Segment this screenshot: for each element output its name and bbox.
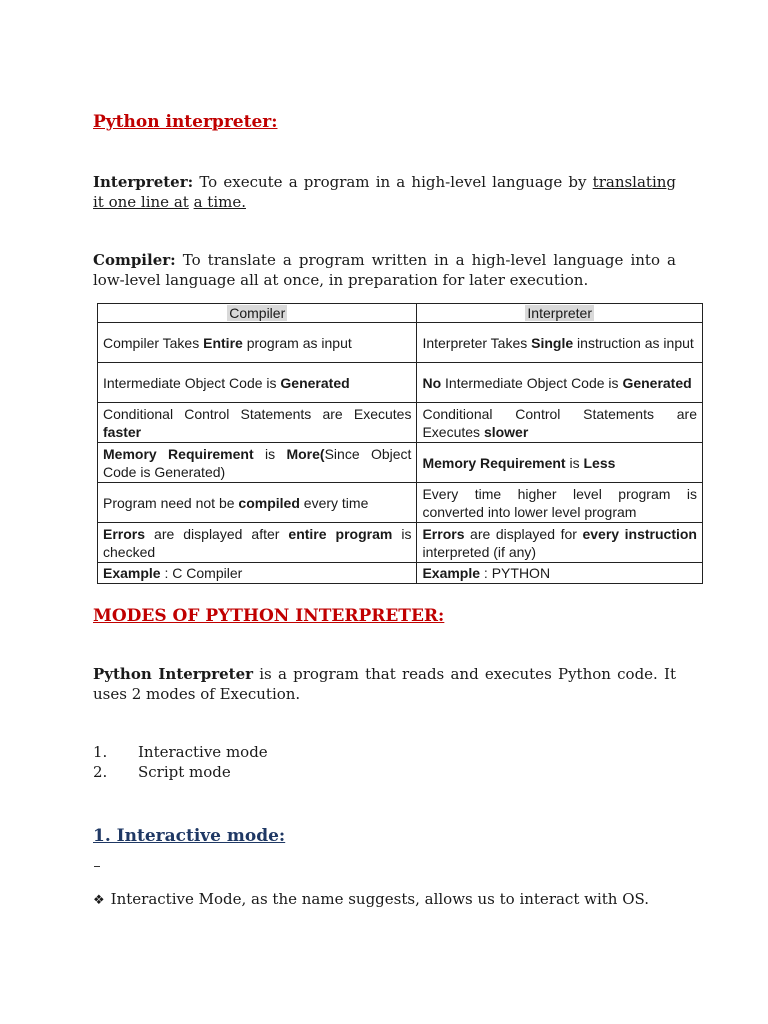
compiler-cell: Errors are displayed after entire program is checked (98, 523, 417, 563)
header-interpreter: Interpreter (417, 304, 703, 323)
compiler-definition (93, 250, 676, 290)
bullet-text: Interactive Mode, as the name suggests, allows us to interact with OS. (110, 890, 650, 908)
compiler-cell: Compiler Takes Entire program as input (98, 323, 417, 363)
table-row (98, 483, 703, 523)
bullet-item (93, 889, 649, 911)
interpreter-cell: Memory Requirement is Less (417, 443, 703, 483)
compiler-term: Compiler: (93, 251, 176, 269)
interpreter-text: To execute a program in a high-level language by (199, 173, 587, 191)
compiler-cell: Example : C Compiler (98, 563, 417, 584)
interpreter-term: Interpreter: (93, 173, 194, 191)
heading-modes: MODES OF PYTHON INTERPRETER: (93, 606, 445, 626)
modes-intro-text-1: is a program that reads and executes Python code. It (253, 665, 676, 683)
modes-intro (93, 664, 676, 704)
interpreter-cell: Conditional Control Statements are Executes slower (417, 403, 703, 443)
list-item-label: Interactive mode (138, 743, 268, 761)
underlined-one-line-at: it one line at (93, 193, 189, 211)
underlined-a-time: a time. (193, 193, 246, 211)
interpreter-definition (93, 172, 676, 212)
table-row (98, 443, 703, 483)
list-item-label: Script mode (138, 763, 231, 781)
interpreter-cell: No Intermediate Object Code is Generated (417, 363, 703, 403)
list-item: 2. Script mode (93, 763, 231, 781)
interpreter-cell: Errors are displayed for every instruction interpreted (if any) (417, 523, 703, 563)
interpreter-cell: Example : PYTHON (417, 563, 703, 584)
compiler-cell: Memory Requirement is More(Since Object Code is Generated) (98, 443, 417, 483)
list-item: 1. Interactive mode (93, 743, 268, 761)
table-header-row (98, 304, 703, 323)
table-row (98, 403, 703, 443)
compiler-cell: Conditional Control Statements are Executes faster (98, 403, 417, 443)
compiler-cell: Intermediate Object Code is Generated (98, 363, 417, 403)
table-row (98, 323, 703, 363)
underlined-translating: translating (592, 173, 676, 191)
table-row (98, 523, 703, 563)
heading-interactive-mode: 1. Interactive mode: (93, 826, 286, 846)
diamond-bullet-icon: ❖ (93, 893, 105, 908)
stray-dash (94, 866, 100, 867)
table-row (98, 563, 703, 584)
header-compiler: Compiler (98, 304, 417, 323)
modes-intro-text-2: uses 2 modes of Execution. (93, 685, 301, 703)
compiler-interpreter-table (97, 303, 703, 584)
compiler-text-1: To translate a program written in a high-level language into a (182, 251, 676, 269)
interpreter-cell: Every time higher level program is converted into lower level program (417, 483, 703, 523)
compiler-cell: Program need not be compiled every time (98, 483, 417, 523)
table-row (98, 363, 703, 403)
compiler-text-2: low-level language all at once, in preparation for later execution. (93, 271, 589, 289)
interpreter-cell: Interpreter Takes Single instruction as input (417, 323, 703, 363)
heading-python-interpreter: Python interpreter: (93, 112, 278, 132)
modes-intro-term: Python Interpreter (93, 665, 254, 683)
